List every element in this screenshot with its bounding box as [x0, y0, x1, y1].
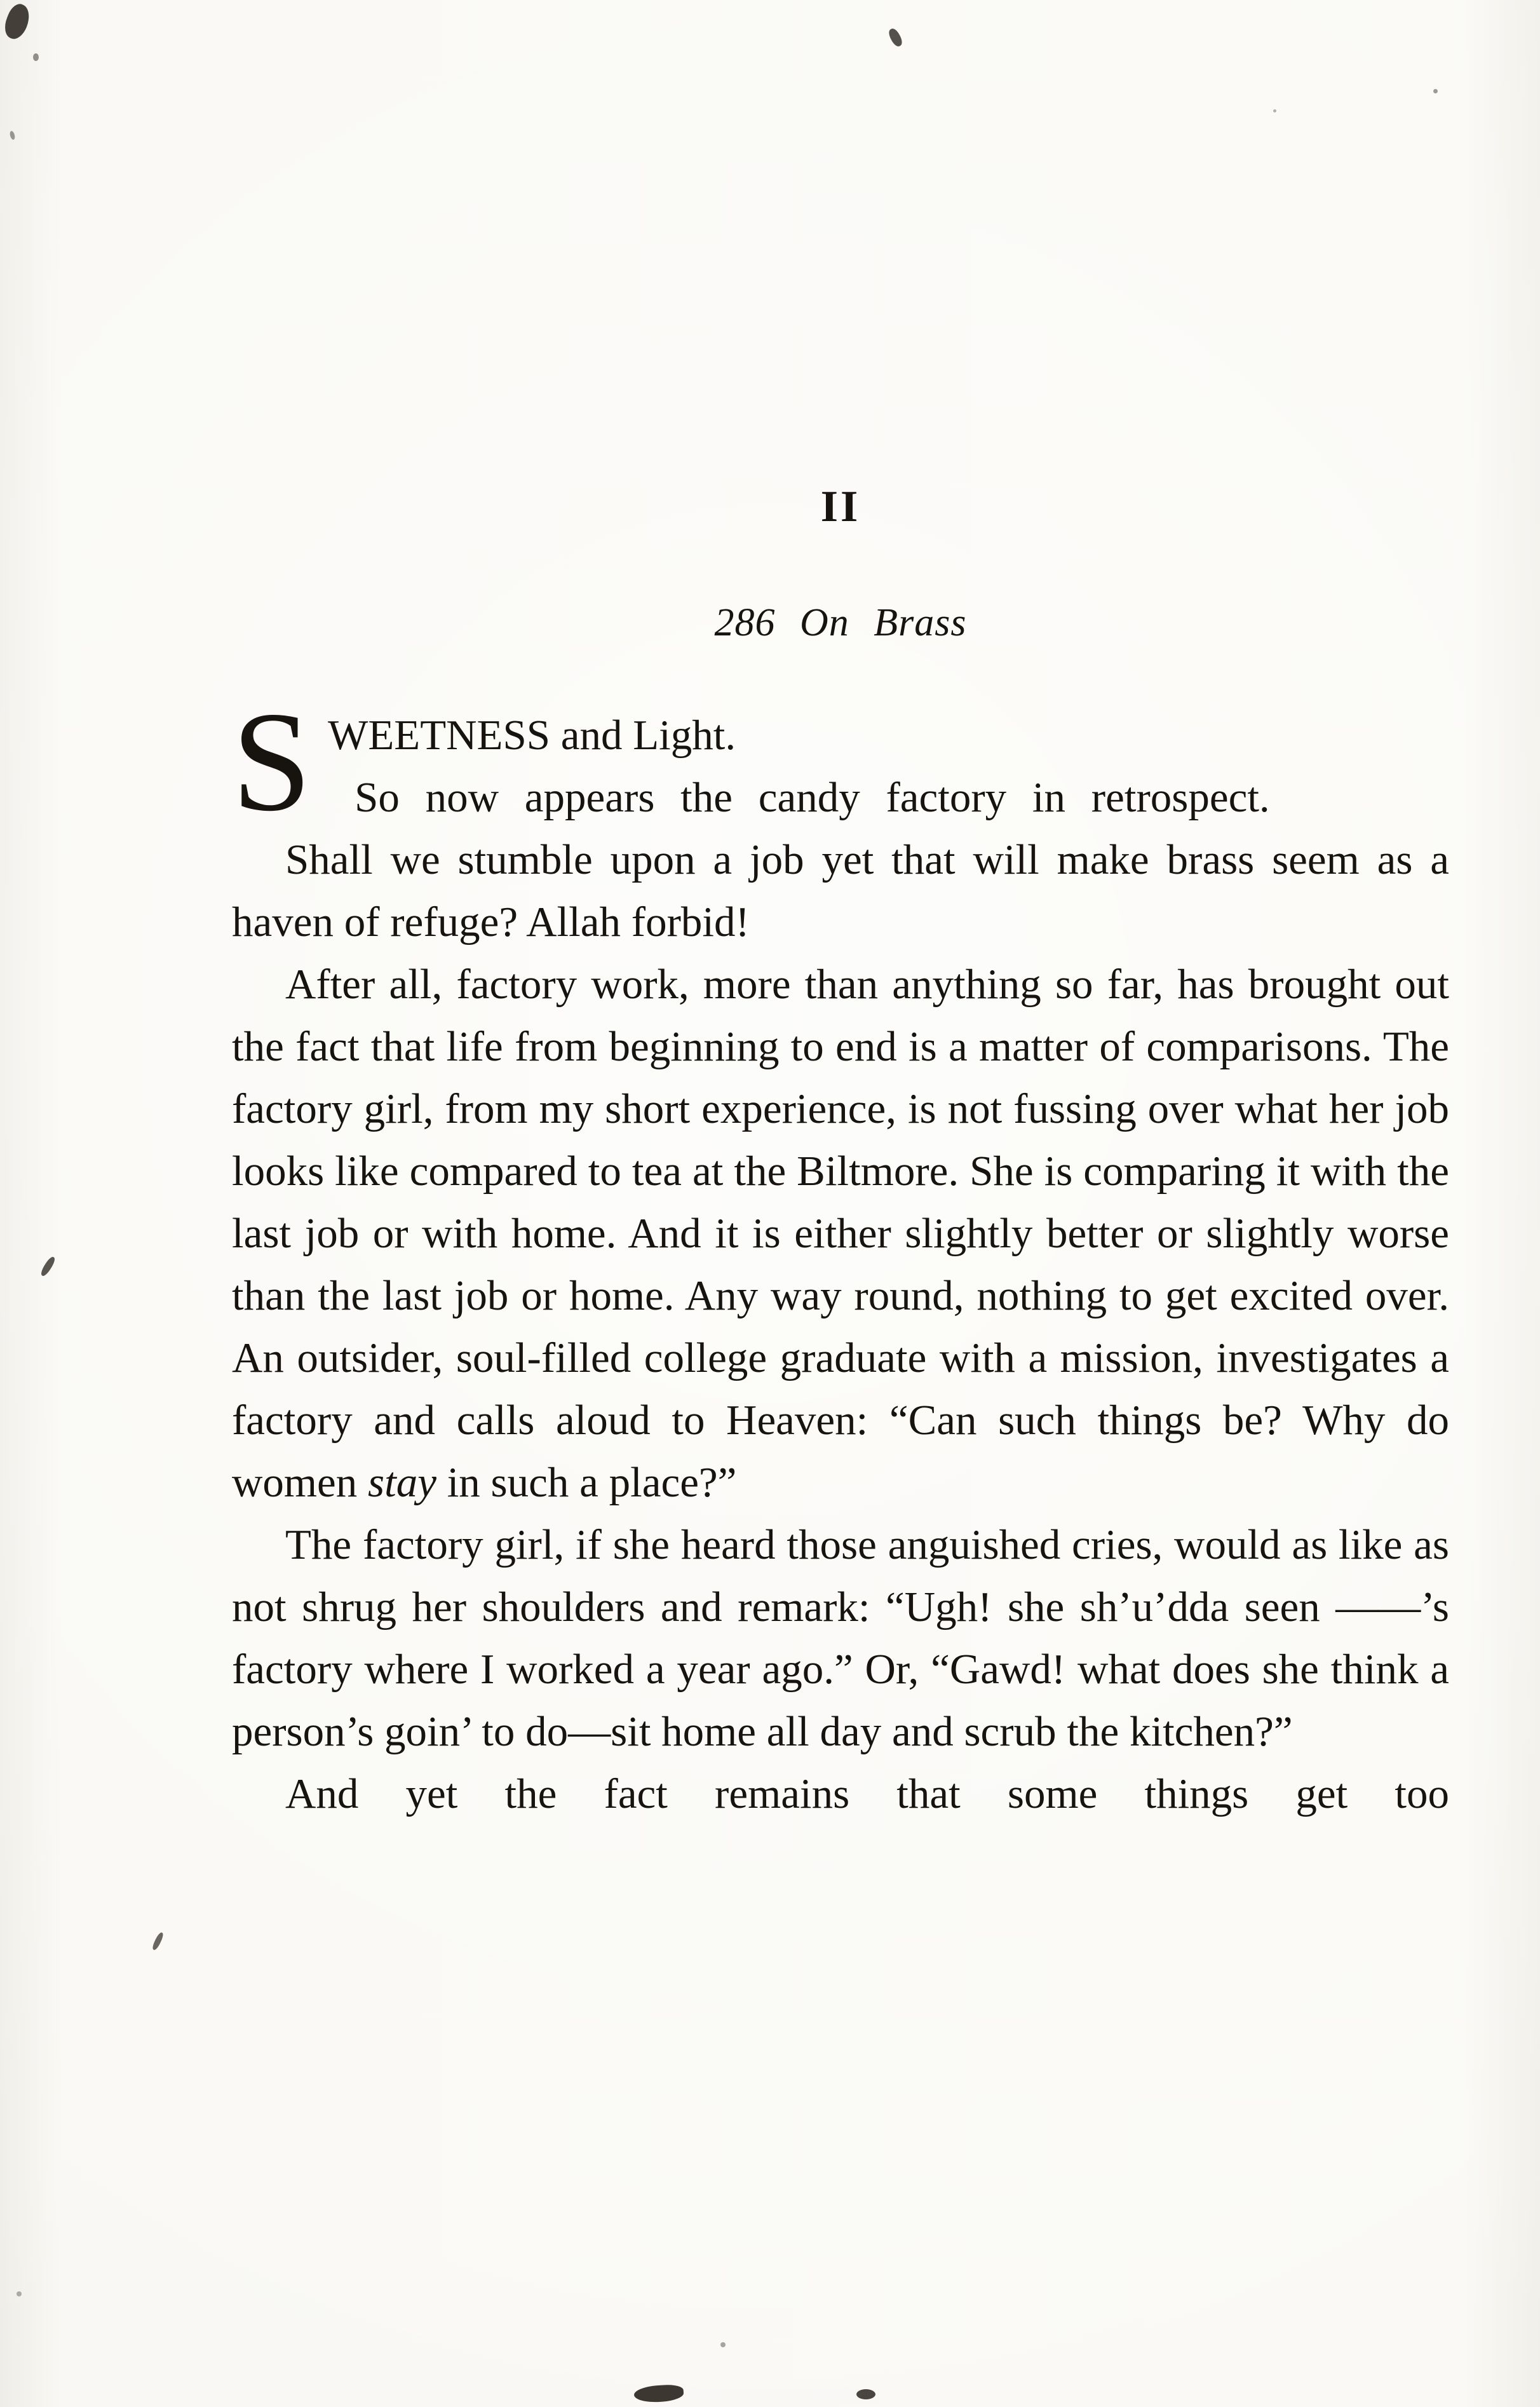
scan-speck: [720, 2342, 726, 2347]
scan-speck: [633, 2383, 684, 2403]
chapter-number: II: [820, 482, 861, 531]
paragraph-opening: [232, 682, 1449, 841]
scan-speck: [887, 27, 904, 48]
paragraph-and-yet: And yet the fact remains that some things get too: [285, 1770, 1449, 1817]
dropcap-letter: S: [232, 682, 312, 841]
paragraph-shall-we-stumble: Shall we stumble upon a job yet that will make brass seem as a haven of refuge? Allah forbid!: [232, 836, 1449, 946]
scan-speck: [1273, 109, 1276, 112]
opening-line-2: So now appears the candy factory in retrospect.: [355, 774, 1270, 821]
scan-speck: [856, 2389, 875, 2399]
paragraph-after-all-tail: in such a place?”: [436, 1459, 737, 1506]
scan-speck: [1433, 89, 1438, 93]
scan-speck: [33, 53, 39, 61]
scan-speck: [151, 1932, 165, 1951]
paragraph-after-all: [232, 953, 1449, 1514]
page-content: [232, 482, 1449, 1825]
chapter-title: 286 On Brass: [714, 601, 967, 644]
paragraph-factory-girl: The factory girl, if she heard those anguished cries, would as like as not shrug her shoulders and remark: “Ugh! she sh’u’dda seen ——’s factory where I worked a year ago.” Or, “Gawd! what does she think a person’s goin’ to do—sit home all day and scrub the kitchen?”: [232, 1521, 1449, 1755]
body-text: [232, 682, 1449, 1825]
scan-speck: [9, 130, 15, 140]
scan-speck: [1, 1, 34, 43]
paragraph-after-all-text: After all, factory work, more than anything so far, has brought out the fact that life from beginning to end is a matter of comparisons. The factory girl, from my short experience, is not fussing over what her job looks like compared to tea at the Biltmore. She is comparing it with the last job or with home. And it is either slightly better or slightly worse than the last job or home. Any way round, nothing to get excited over. An outsider, soul-filled college graduate with a mission, investigates a factory and calls aloud to Heaven: “Can such things be? Why do women: [232, 961, 1449, 1506]
italic-word-stay: stay: [368, 1459, 436, 1506]
scan-speck: [17, 2291, 22, 2296]
opening-line-1: WEETNESS and Light.: [328, 712, 736, 759]
scan-speck: [39, 1256, 57, 1278]
